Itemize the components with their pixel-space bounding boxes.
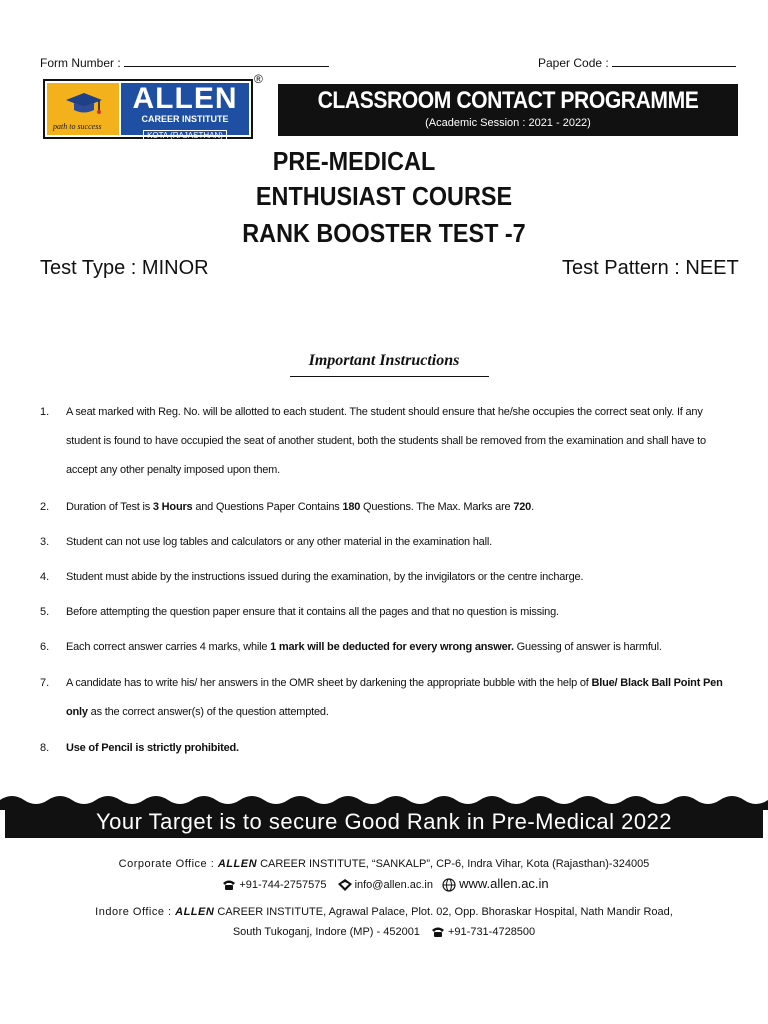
indore-phone[interactable]: +91-731-4728500 bbox=[448, 926, 536, 938]
indore-address-line2: South Tukoganj, Indore (MP) - 452001 bbox=[232, 926, 420, 938]
corporate-address: CAREER INSTITUTE, “SANKALP”, CP-6, Indra Vihar, Kota (Rajasthan)-324005 bbox=[257, 858, 650, 870]
graduation-cap-icon bbox=[65, 91, 103, 117]
logo-emblem bbox=[47, 83, 119, 135]
instructions-heading: Important Instructions bbox=[308, 352, 460, 369]
text-run: A candidate has to write his/ her answers in the OMR sheet by darkening the appropriate bubble with the help of bbox=[66, 677, 592, 689]
corporate-office-label: Corporate Office : bbox=[118, 858, 218, 870]
text-run: . bbox=[531, 501, 534, 513]
instruction-number: 8. bbox=[40, 742, 50, 754]
course-title-line2: ENTHUSIAST COURSE bbox=[255, 181, 513, 211]
instruction-number: 2. bbox=[40, 501, 50, 513]
test-pattern: Test Pattern : NEET bbox=[562, 257, 739, 279]
instruction-item-3: Student can not use log tables and calculators or any other material in the examination hall. bbox=[66, 536, 492, 548]
phone-icon bbox=[222, 879, 236, 891]
test-type: Test Type : MINOR bbox=[40, 257, 209, 279]
corporate-phone[interactable]: +91-744-2757575 bbox=[239, 879, 327, 891]
corporate-brand: ALLEN bbox=[217, 858, 258, 870]
indore-contacts bbox=[0, 925, 768, 939]
instruction-item-4: Student must abide by the instructions issued during the examination, by the invigilators or the centre incharge. bbox=[66, 571, 584, 583]
instruction-item-2 bbox=[66, 493, 744, 522]
indore-brand: ALLEN bbox=[175, 906, 215, 918]
instruction-item-7 bbox=[66, 669, 744, 727]
logo-name: ALLEN bbox=[132, 82, 238, 115]
indore-address: CAREER INSTITUTE, Agrawal Palace, Plot. 02, Opp. Bhoraskar Hospital, Nath Mandir Road, bbox=[214, 906, 673, 918]
heading-underline bbox=[290, 376, 489, 377]
text-run: Questions. The Max. Marks are bbox=[360, 501, 514, 513]
text-run: Duration of Test is bbox=[66, 501, 153, 513]
globe-icon bbox=[442, 878, 456, 892]
course-title-line3: RANK BOOSTER TEST -7 bbox=[242, 218, 526, 248]
instruction-line: A seat marked with Reg. No. will be allotted to each student. The student should ensure that he/she occupies the correct seat only. If any bbox=[66, 406, 703, 418]
programme-banner bbox=[278, 84, 738, 136]
text-run: and Questions Paper Contains bbox=[192, 501, 343, 513]
corporate-website[interactable]: www.allen.ac.in bbox=[459, 876, 549, 891]
text-run: Each correct answer carries 4 marks, while bbox=[66, 641, 271, 653]
paper-code-field bbox=[538, 55, 736, 70]
instruction-line: student is found to have occupied the seat of another student, both the students shall be removed from the examination and shall have to bbox=[66, 435, 706, 447]
email-icon bbox=[338, 879, 352, 891]
course-title-line1: PRE-MEDICAL bbox=[272, 146, 436, 176]
text-run: Guessing of answer is harmful. bbox=[513, 641, 662, 653]
pen-only: only bbox=[66, 706, 88, 718]
corporate-email[interactable]: info@allen.ac.in bbox=[354, 879, 433, 891]
target-banner: Your Target is to secure Good Rank in Pre-Medical 2022 bbox=[5, 806, 763, 838]
paper-code-blank bbox=[612, 55, 736, 67]
instruction-line: accept any other penalty imposed upon them. bbox=[66, 464, 280, 476]
negative-marking: 1 mark will be deducted for every wrong answer. bbox=[270, 641, 514, 653]
form-number-field bbox=[40, 55, 329, 70]
instruction-number: 4. bbox=[40, 571, 50, 583]
paper-code-label: Paper Code : bbox=[538, 56, 609, 70]
instruction-number: 3. bbox=[40, 536, 50, 548]
logo-tagline: path to success bbox=[53, 122, 102, 131]
pen-requirement: Blue/ Black Ball Point Pen bbox=[591, 677, 723, 689]
instruction-item-5: Before attempting the question paper ensure that it contains all the pages and that no question is missing. bbox=[66, 606, 559, 618]
corporate-office-address bbox=[0, 857, 768, 871]
instruction-item-6 bbox=[66, 633, 744, 662]
indore-office-label: Indore Office : bbox=[95, 906, 176, 918]
form-number-label: Form Number : bbox=[40, 56, 121, 70]
duration-value: 3 Hours bbox=[152, 501, 193, 513]
question-count: 180 bbox=[342, 501, 361, 513]
logo-location: KOTA (RAJASTHAN) bbox=[143, 130, 227, 141]
programme-title: CLASSROOM CONTACT PROGRAMME bbox=[317, 87, 699, 114]
max-marks: 720 bbox=[513, 501, 532, 513]
form-number-blank bbox=[124, 55, 329, 67]
phone-icon bbox=[431, 926, 445, 938]
logo-wordmark bbox=[121, 82, 249, 140]
text-run: as the correct answer(s) of the question attempted. bbox=[87, 706, 329, 718]
instruction-number: 7. bbox=[40, 677, 50, 689]
corporate-contacts bbox=[0, 877, 768, 892]
indore-office-address bbox=[0, 905, 768, 919]
instruction-number: 6. bbox=[40, 641, 50, 653]
instruction-item-1 bbox=[66, 398, 744, 485]
academic-session: (Academic Session : 2021 - 2022) bbox=[425, 117, 591, 129]
instruction-item-8: Use of Pencil is strictly prohibited. bbox=[66, 742, 239, 754]
instruction-number: 1. bbox=[40, 406, 50, 418]
allen-logo bbox=[43, 79, 253, 139]
registered-mark: ® bbox=[254, 72, 263, 86]
logo-subtitle: CAREER INSTITUTE bbox=[141, 114, 229, 124]
instruction-number: 5. bbox=[40, 606, 50, 618]
